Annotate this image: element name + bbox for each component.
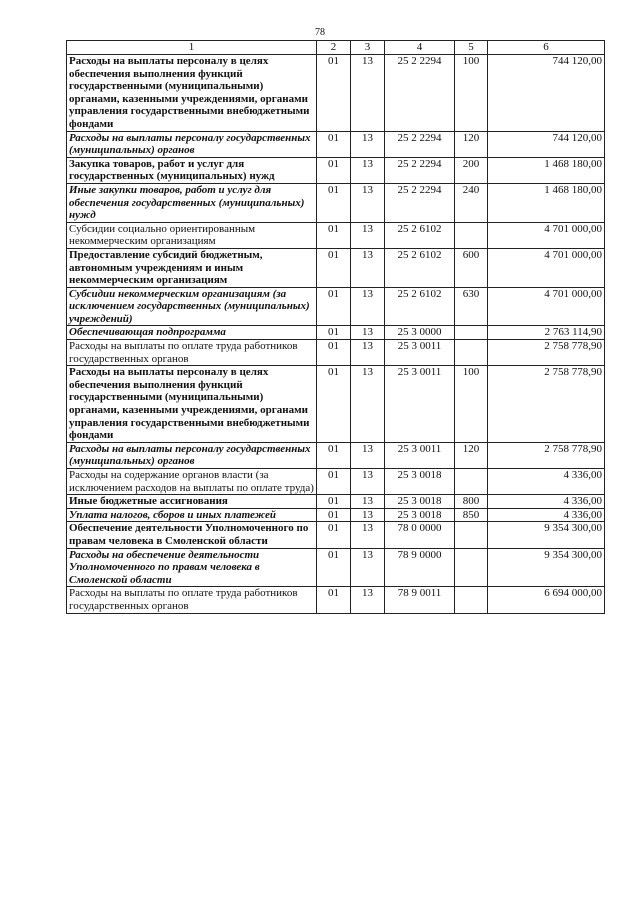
row-expense-type: 200 [455,157,488,183]
table-row [67,587,605,613]
table-row [67,222,605,248]
table-row [67,548,605,587]
row-expense-type: 100 [455,55,488,132]
row-subsection: 13 [351,248,385,287]
row-section: 01 [317,326,351,340]
row-expense-type [455,222,488,248]
row-subsection: 13 [351,469,385,495]
row-section: 01 [317,248,351,287]
row-section: 01 [317,222,351,248]
row-amount: 744 120,00 [488,131,605,157]
row-subsection: 13 [351,587,385,613]
row-expense-type [455,548,488,587]
row-amount: 1 468 180,00 [488,157,605,183]
row-name: Обеспечивающая подпрограмма [67,326,317,340]
row-target-article: 78 9 0000 [385,548,455,587]
row-name: Расходы на выплаты персоналу в целях обеспечения выполнения функций государственными (муниципальными) органами, казенными учреждениями, органами управления государственными внебюджетными фондами [67,366,317,443]
table-row [67,157,605,183]
row-target-article: 25 3 0018 [385,495,455,509]
row-name: Обеспечение деятельности Уполномоченного по правам человека в Смоленской области [67,522,317,548]
row-name: Субсидии некоммерческим организациям (за исключением государственных (муниципальных) учреждений) [67,287,317,326]
row-subsection: 13 [351,157,385,183]
page-number: 78 [315,27,325,38]
row-expense-type: 600 [455,248,488,287]
row-expense-type [455,340,488,366]
table-row [67,442,605,468]
row-target-article: 25 3 0011 [385,340,455,366]
row-name: Иные бюджетные ассигнования [67,495,317,509]
row-section: 01 [317,366,351,443]
row-amount: 4 701 000,00 [488,222,605,248]
header-col-5: 5 [455,41,488,55]
row-section: 01 [317,495,351,509]
row-target-article: 25 3 0018 [385,469,455,495]
row-subsection: 13 [351,326,385,340]
header-col-1: 1 [67,41,317,55]
budget-table [66,40,605,614]
row-subsection: 13 [351,340,385,366]
row-section: 01 [317,340,351,366]
row-amount: 744 120,00 [488,55,605,132]
row-section: 01 [317,287,351,326]
table-body [67,55,605,614]
row-section: 01 [317,522,351,548]
row-name: Субсидии социально ориентированным некоммерческим организациям [67,222,317,248]
table-row [67,287,605,326]
header-col-2: 2 [317,41,351,55]
row-target-article: 25 3 0000 [385,326,455,340]
row-section: 01 [317,587,351,613]
row-expense-type [455,469,488,495]
row-name: Расходы на содержание органов власти (за исключением расходов на выплаты по оплате труда) [67,469,317,495]
row-expense-type: 120 [455,442,488,468]
row-expense-type: 850 [455,508,488,522]
row-amount: 9 354 300,00 [488,548,605,587]
row-name: Уплата налогов, сборов и иных платежей [67,508,317,522]
row-subsection: 13 [351,442,385,468]
row-section: 01 [317,442,351,468]
row-name: Закупка товаров, работ и услуг для государственных (муниципальных) нужд [67,157,317,183]
table-row [67,55,605,132]
row-target-article: 78 0 0000 [385,522,455,548]
row-target-article: 25 2 2294 [385,55,455,132]
row-section: 01 [317,183,351,222]
row-amount: 2 758 778,90 [488,366,605,443]
row-target-article: 25 2 6102 [385,287,455,326]
row-amount: 2 763 114,90 [488,326,605,340]
header-col-6: 6 [488,41,605,55]
table-row [67,469,605,495]
row-expense-type: 120 [455,131,488,157]
row-subsection: 13 [351,522,385,548]
row-target-article: 25 3 0011 [385,366,455,443]
row-target-article: 25 2 2294 [385,131,455,157]
row-amount: 6 694 000,00 [488,587,605,613]
row-amount: 4 336,00 [488,495,605,509]
row-name: Расходы на выплаты персоналу государственных (муниципальных) органов [67,442,317,468]
row-expense-type: 630 [455,287,488,326]
table-row [67,522,605,548]
table-row [67,248,605,287]
row-section: 01 [317,157,351,183]
row-subsection: 13 [351,287,385,326]
row-subsection: 13 [351,366,385,443]
row-subsection: 13 [351,55,385,132]
row-expense-type [455,522,488,548]
row-target-article: 25 2 6102 [385,222,455,248]
row-amount: 4 701 000,00 [488,248,605,287]
header-col-3: 3 [351,41,385,55]
table-row [67,326,605,340]
table-row [67,340,605,366]
row-target-article: 25 3 0018 [385,508,455,522]
row-amount: 4 336,00 [488,469,605,495]
row-expense-type: 100 [455,366,488,443]
table-header-row [67,41,605,55]
row-expense-type: 800 [455,495,488,509]
row-target-article: 78 9 0011 [385,587,455,613]
row-target-article: 25 2 6102 [385,248,455,287]
row-name: Расходы на выплаты по оплате труда работников государственных органов [67,587,317,613]
row-name: Расходы на выплаты персоналу государственных (муниципальных) органов [67,131,317,157]
table-row [67,366,605,443]
row-section: 01 [317,469,351,495]
row-section: 01 [317,548,351,587]
row-expense-type [455,587,488,613]
row-name: Расходы на выплаты по оплате труда работников государственных органов [67,340,317,366]
row-amount: 4 701 000,00 [488,287,605,326]
row-target-article: 25 2 2294 [385,183,455,222]
row-subsection: 13 [351,131,385,157]
table-row [67,508,605,522]
row-section: 01 [317,508,351,522]
row-name: Расходы на обеспечение деятельности Уполномоченного по правам человека в Смоленской области [67,548,317,587]
row-amount: 2 758 778,90 [488,442,605,468]
row-section: 01 [317,55,351,132]
row-target-article: 25 2 2294 [385,157,455,183]
row-target-article: 25 3 0011 [385,442,455,468]
table-row [67,495,605,509]
row-name: Расходы на выплаты персоналу в целях обеспечения выполнения функций государственными (муниципальными) органами, казенными учреждениями, органами управления государственными внебюджетными фондами [67,55,317,132]
row-amount: 4 336,00 [488,508,605,522]
row-subsection: 13 [351,222,385,248]
row-subsection: 13 [351,183,385,222]
row-subsection: 13 [351,495,385,509]
table-row [67,183,605,222]
row-section: 01 [317,131,351,157]
row-expense-type: 240 [455,183,488,222]
row-amount: 9 354 300,00 [488,522,605,548]
header-col-4: 4 [385,41,455,55]
row-name: Предоставление субсидий бюджетным, автономным учреждениям и иным некоммерческим организациям [67,248,317,287]
row-subsection: 13 [351,548,385,587]
row-amount: 1 468 180,00 [488,183,605,222]
row-name: Иные закупки товаров, работ и услуг для обеспечения государственных (муниципальных) нужд [67,183,317,222]
row-expense-type [455,326,488,340]
row-subsection: 13 [351,508,385,522]
table-row [67,131,605,157]
row-amount: 2 758 778,90 [488,340,605,366]
